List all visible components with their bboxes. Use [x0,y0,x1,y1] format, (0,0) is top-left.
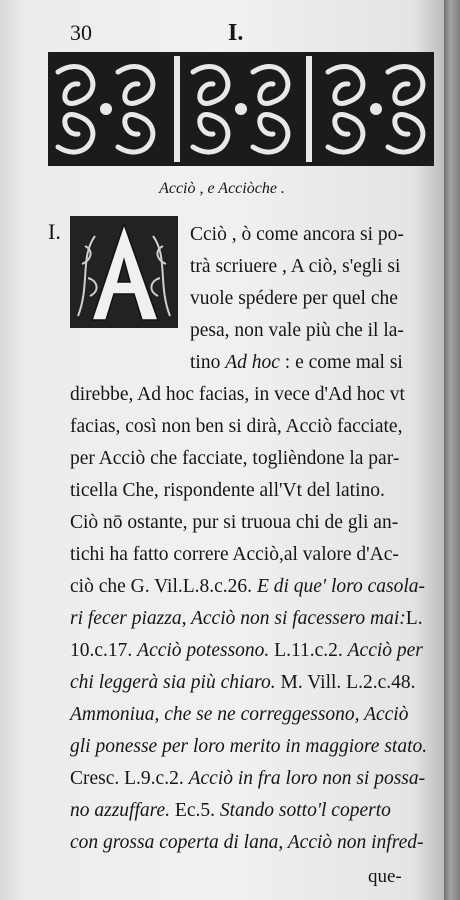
text-line [70,672,415,694]
text-line [70,480,385,502]
page-edge [444,0,460,900]
text-line [190,288,398,310]
italic-text: Acciò potessono. [137,640,270,661]
decorated-initial-a [70,216,178,328]
text-line [190,352,403,374]
section-number: I. [48,219,61,244]
roman-text: ciò che G. Vil.L.8.c.26. [70,576,257,597]
roman-text: 10.c.17. [70,640,138,661]
roman-text: direbbe, Ad hoc facias, in vece d'Ad hoc vt [70,384,405,405]
text-line [70,384,405,406]
italic-text: gli ponesse per loro merito in maggiore stato. [70,736,428,757]
text-line [70,800,391,822]
italic-text: Acciò in fra loro non si possa- [188,768,426,789]
italic-text: Ammoniua, che se ne correggessono, Acciò [70,704,409,725]
roman-text: trà scriuere , A ciò, s'egli si [190,256,401,277]
italic-text: Acciò per [347,640,423,661]
page-number: 30 [70,20,92,45]
text-line [70,544,399,566]
italic-text: Stando sotto'l coperto [219,800,391,821]
roman-text: Ciò nō ostante, pur si truoua chi de gli an- [70,512,399,533]
roman-text: L.11.c.2. [269,640,348,661]
text-line [70,640,423,662]
text-line [70,736,427,758]
roman-text: vuole spédere per quel che [190,288,398,309]
italic-text: con grossa coperta di lana, Acciò non infred- [70,832,424,853]
text-line [70,448,399,470]
italic-text: Ad hoc [225,352,280,373]
text-line [70,608,423,630]
text-line [70,576,425,598]
roman-text: tino [190,352,226,373]
section-title: Acciò , e Acciòche . [159,180,285,197]
running-head: I. [228,20,244,46]
italic-text: chi leggerà sia più chiaro. [70,672,276,693]
roman-text: M. Vill. L.2.c.48. [275,672,416,693]
roman-text: L. [405,608,423,629]
roman-text: : e come mal si [279,352,403,373]
roman-text: tichi ha fatto correre Acciò,al valore d'Ac- [70,544,399,565]
text-line [190,320,404,342]
roman-text: ticella Che, rispondente all'Vt del latino. [70,480,385,501]
text-line [70,768,425,790]
catchword: que- [368,866,402,887]
roman-text: Cciò , ò come ancora si po- [190,224,404,245]
roman-text: Cresc. L.9.c.2. [70,768,189,789]
italic-text: no azzuffare. [70,800,171,821]
italic-text: ri fecer piazza, Acciò non si facessero mai: [70,608,406,629]
ornamental-header-band [48,52,434,166]
text-line [70,704,408,726]
text-line [70,512,398,534]
text-line [190,256,400,278]
roman-text: facias, così non ben si dirà, Acciò facciate, [70,416,403,437]
text-line [70,416,402,438]
roman-text: pesa, non vale più che il la- [190,320,404,341]
italic-text: E di que' loro casola- [256,576,426,597]
roman-text: Ec.5. [170,800,220,821]
roman-text: per Acciò che facciate, toglièndone la par- [70,448,400,469]
text-line [70,832,424,854]
text-line [190,224,404,246]
